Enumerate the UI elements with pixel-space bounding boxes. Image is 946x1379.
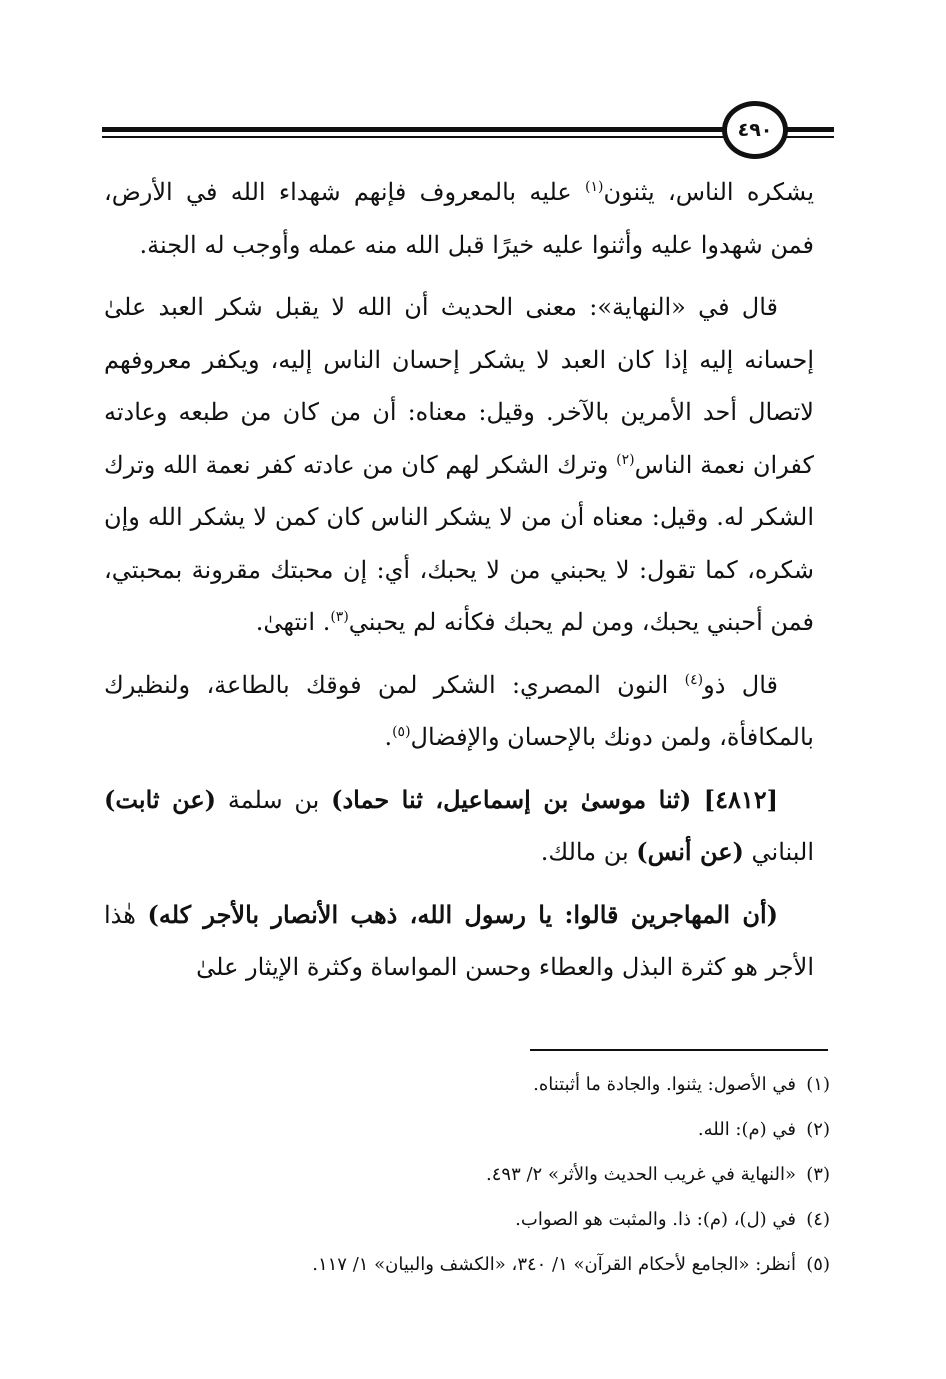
footnote-text: في (م): الله. xyxy=(697,1119,796,1140)
text-run: يشكره الناس، يثنون xyxy=(603,178,814,206)
footnote-ref: (٥) xyxy=(392,724,411,740)
footnote-text: في (ل)، (م): ذا. والمثبت هو الصواب. xyxy=(515,1209,796,1230)
footnote-number: (١) xyxy=(806,1074,830,1095)
footnote-number: (٢) xyxy=(806,1119,830,1140)
text-run: النون المصري: الشكر لمن فوقك بالطاعة، ولنظيرك بالمكافأة، ولمن دونك بالإحسان والإفضال xyxy=(104,670,814,751)
page-number: ٤٩٠ xyxy=(737,119,773,141)
bold-text: [٤٨١٢] (ثنا موسىٰ بن إسماعيل، ثنا حماد) xyxy=(331,784,778,814)
footnote-ref: (٢) xyxy=(616,451,635,468)
footnote-number: (٣) xyxy=(806,1164,830,1185)
paragraph xyxy=(104,166,814,271)
text-run: وترك الشكر لهم كان من عادته كفر نعمة الله وترك الشكر له. وقيل: معناه أن من لا يشكر الناس كان كمن لا يشكر الله وإن شكره، كما تقول: لا يحبني من لا يحبك، أي: إن محبتك مقرونة بمحبتي، فمن أحبني يحبك، ومن لم يحبك فكأنه لم يحبني xyxy=(104,450,814,636)
text-run: البناني xyxy=(743,838,814,866)
footnote xyxy=(104,1107,830,1152)
page-number-badge xyxy=(722,101,788,159)
footnote-number: (٤) xyxy=(806,1209,830,1230)
text-run: عليه بالمعروف فإنهم شهداء الله في الأرض، فمن شهدوا عليه وأثنوا عليه خيرًا قبل الله منه عمله وأوجب له الجنة. xyxy=(104,178,814,259)
main-text xyxy=(104,166,814,1004)
footnote-text: في الأصول: يثنوا. والجادة ما أثبتناه. xyxy=(533,1074,796,1095)
paragraph xyxy=(104,659,814,764)
footnote xyxy=(104,1062,830,1107)
footnote-text: «النهاية في غريب الحديث والأثر» ٢/ ٤٩٣. xyxy=(486,1164,796,1185)
footnote xyxy=(104,1242,830,1287)
header-rule-thick xyxy=(102,127,828,132)
footnotes xyxy=(104,1062,830,1287)
footnote xyxy=(104,1197,830,1242)
bold-text: (أن المهاجرين قالوا: يا رسول الله، ذهب الأنصار بالأجر كله) xyxy=(147,899,778,929)
header-rule-end-thin xyxy=(816,136,834,138)
footnote-number: (٥) xyxy=(806,1254,830,1275)
paragraph xyxy=(104,774,814,879)
footnote-ref: (٣) xyxy=(330,609,349,625)
paragraph xyxy=(104,281,814,649)
bold-text: (عن ثابت) xyxy=(104,784,217,814)
paragraph xyxy=(104,889,814,994)
header-rule-thin xyxy=(102,136,828,138)
header-rule-end-thick xyxy=(816,127,834,132)
footnote-ref: (٤) xyxy=(684,671,704,688)
text-run: . انتهىٰ. xyxy=(255,608,331,636)
footnote-text: أنظر: «الجامع لأحكام القرآن» ١/ ٣٤٠، «الكشف والبيان» ١/ ١١٧. xyxy=(312,1254,796,1275)
text-run: قال ذو xyxy=(703,670,778,699)
footnote-separator xyxy=(530,1049,828,1051)
footnote xyxy=(104,1152,830,1197)
text-run: قال في «النهاية»: معنى الحديث أن الله لا يقبل شكر العبد علىٰ إحسانه إليه إذا كان العبد لا يشكر إحسان الناس إليه، ويكفر معروفهم لاتصال أحد الأمرين بالآخر. وقيل: معناه: أن من كان من طبعه وعادته كفران نعمة الناس xyxy=(104,293,814,479)
text-run: بن مالك. xyxy=(540,838,637,866)
text-run: . xyxy=(384,723,393,751)
bold-text: (عن أنس) xyxy=(636,837,744,866)
text-run: هٰذا الأجر هو كثرة البذل والعطاء وحسن المواساة وكثرة الإيثار علىٰ xyxy=(104,900,814,981)
footnote-ref: (١) xyxy=(585,179,604,195)
text-run: بن سلمة xyxy=(216,785,332,814)
